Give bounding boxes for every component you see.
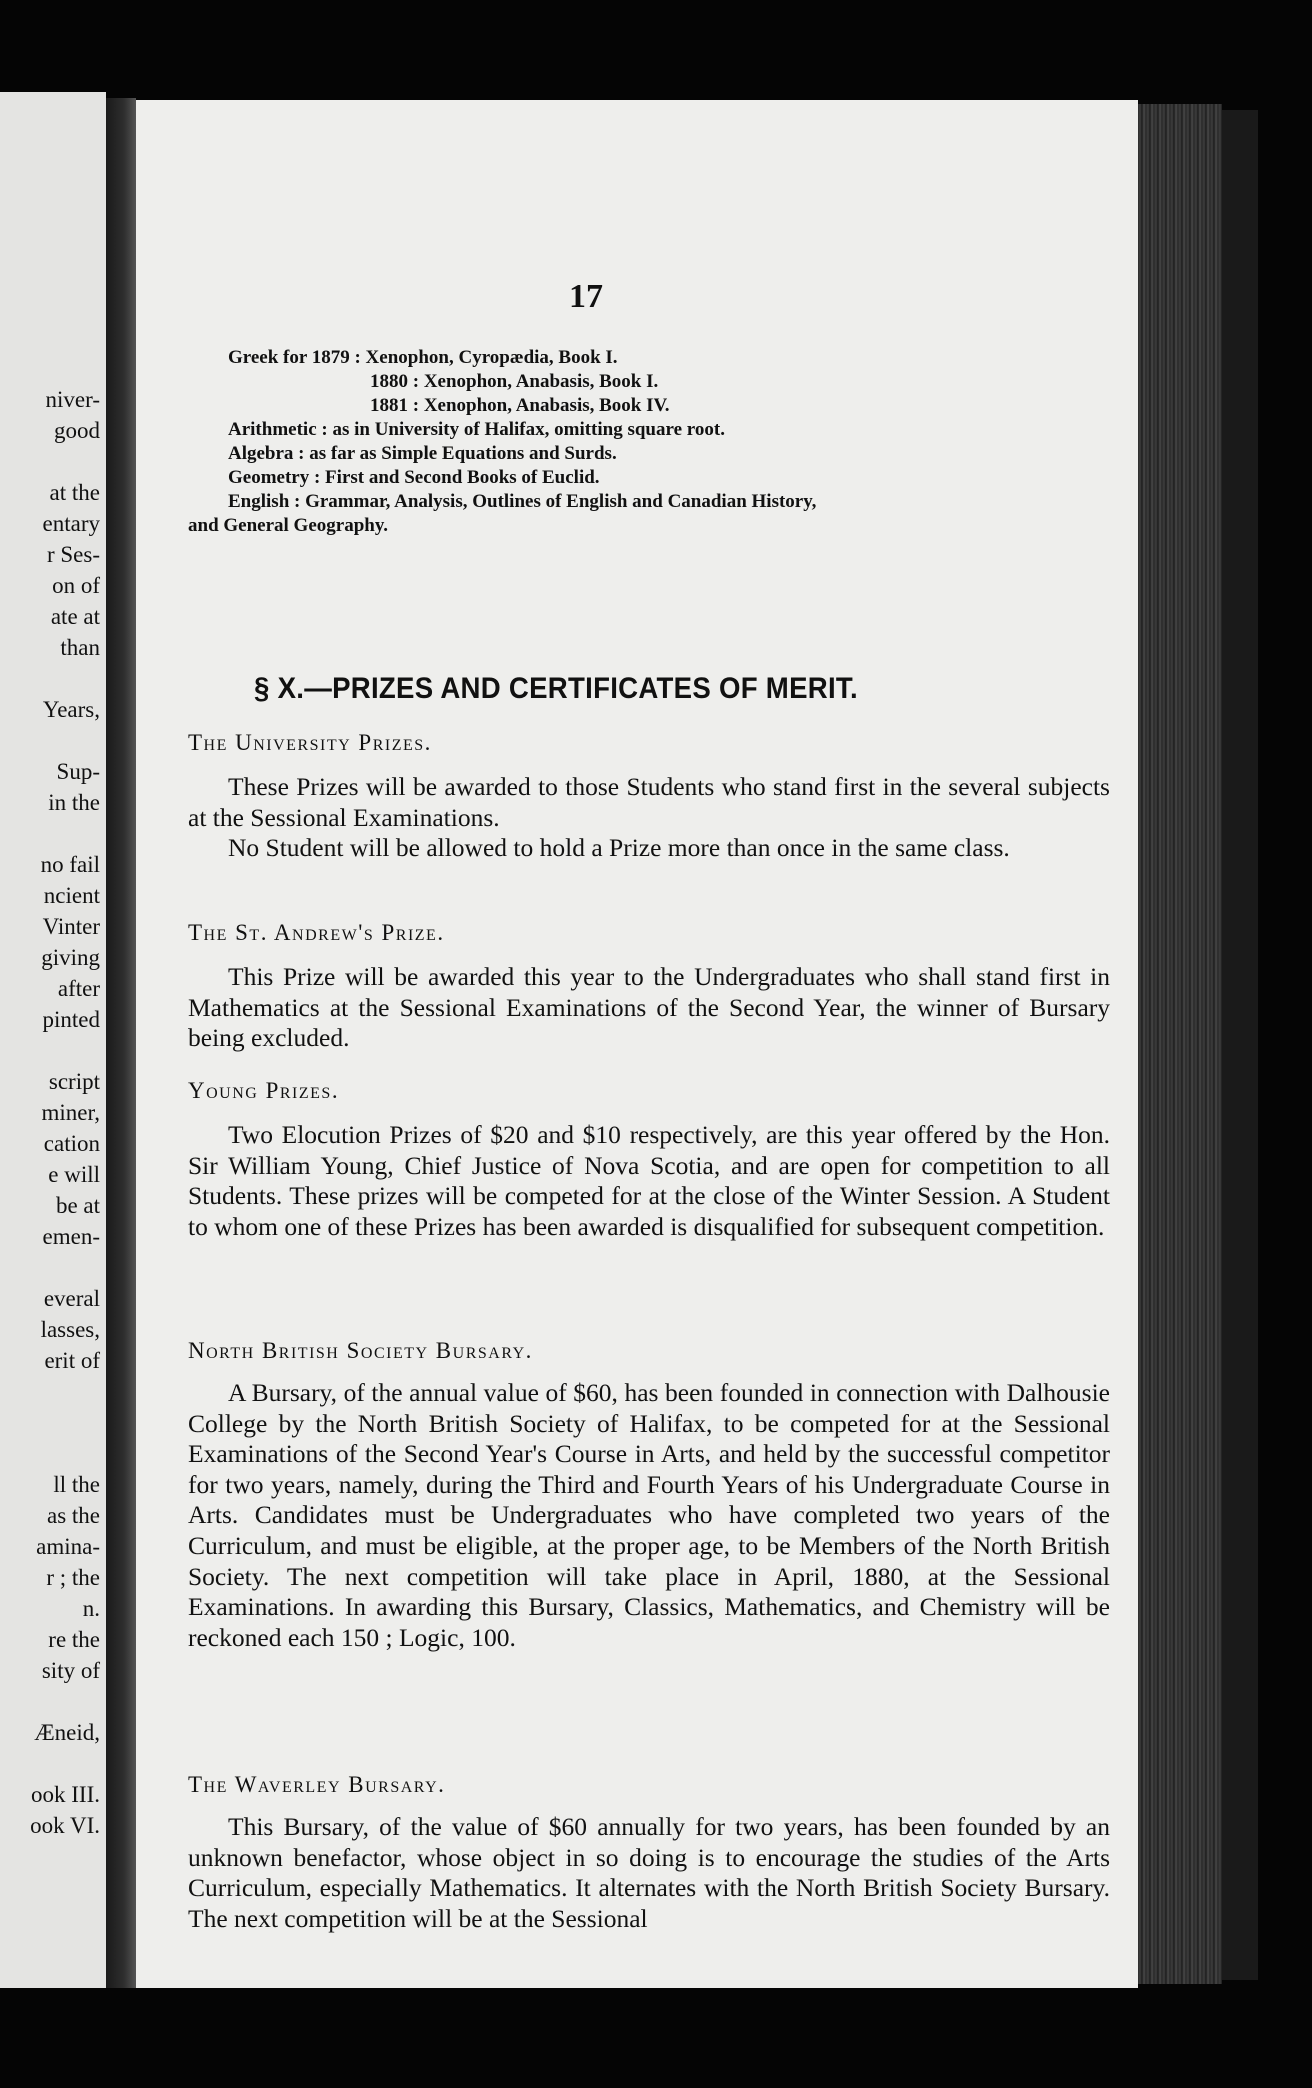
paragraph: This Prize will be awarded this year to the Undergraduates who shall stand first in Mathematics at the Sessional Examinations of the Second Year, the winner of Bursary being excluded. (188, 962, 1110, 1053)
previous-page-line: ll the (53, 1472, 100, 1497)
previous-page-line: Years, (42, 697, 100, 722)
previous-page-line: in the (48, 790, 100, 815)
previous-page-line: erit of (44, 1348, 100, 1373)
previous-page-line: lasses, (40, 1317, 100, 1342)
previous-page-line: amina- (36, 1534, 100, 1559)
previous-page-line: ook VI. (30, 1813, 100, 1838)
section-heading: The University Prizes. (188, 730, 432, 755)
previous-page-line: n. (82, 1596, 100, 1621)
section-body (188, 1378, 1110, 1653)
previous-page-line: after (57, 976, 100, 1001)
syllabus-line: Greek for 1879 : Xenophon, Cyropædia, Book I. (228, 347, 618, 368)
previous-page-line: than (60, 635, 100, 660)
previous-page-line: no fail (40, 852, 100, 877)
previous-page-line: giving (41, 945, 100, 970)
previous-page-line: niver- (45, 387, 100, 412)
section-heading: North British Society Bursary. (188, 1338, 533, 1363)
previous-page-line: re the (48, 1627, 100, 1652)
previous-page-line: miner, (41, 1100, 100, 1125)
previous-page-line: cation (43, 1131, 100, 1156)
page-stack-edge (1130, 104, 1222, 1984)
previous-page-line: e will (48, 1162, 100, 1187)
previous-page-line: ncient (43, 883, 100, 908)
section-body (188, 962, 1110, 1054)
section-body (188, 1120, 1110, 1242)
paragraph: No Student will be allowed to hold a Prize more than once in the same class. (228, 833, 1010, 863)
paragraph: A Bursary, of the annual value of $60, has been founded in connection with Dalhousie College by the North British Society of Halifax, to be competed for at the Sessional Examinations of the Second Year's Course in Arts, and held by the successful competitor for two years, namely, during the Third and Fourth Years of his Undergraduate Course in Arts. Candidates must be Undergraduates who have completed two years of the Curriculum, and must be eligible, at the proper age, to be Members of the North British Society. The next competition will take place in April, 1880, at the Sessional Examinations. In awarding this Bursary, Classics, Mathematics, and Chemistry will be reckoned each 150 ; Logic, 100. (188, 1378, 1110, 1652)
previous-page-edge (0, 92, 106, 1988)
previous-page-line: Æneid, (34, 1720, 100, 1745)
paragraph: Two Elocution Prizes of $20 and $10 respectively, are this year offered by the Hon. Sir William Young, Chief Justice of Nova Scotia, and are open for competition to all Students. These prizes will be competed for at the close of the Winter Session. A Student to whom one of these Prizes has been awarded is disqualified for subsequent competition. (188, 1120, 1110, 1241)
book-gutter (106, 98, 136, 1988)
previous-page-line: good (54, 418, 100, 443)
previous-page-line: entary (42, 511, 100, 536)
previous-page-line: as the (46, 1503, 100, 1528)
syllabus-line: Arithmetic : as in University of Halifax, omitting square root. (228, 419, 725, 440)
section-heading: The Waverley Bursary. (188, 1772, 446, 1797)
previous-page-line: sity of (41, 1658, 100, 1683)
previous-page-line: script (48, 1069, 100, 1094)
previous-page-line: be at (55, 1193, 100, 1218)
paragraph: This Bursary, of the value of $60 annually for two years, has been founded by an unknown benefactor, whose object in so doing is to encourage the studies of the Arts Curriculum, especially Mathematics. It alternates with the North British Society Bursary. The next competition will be at the Sessional (188, 1812, 1110, 1933)
previous-page-line: emen- (42, 1224, 100, 1249)
syllabus-block (188, 346, 1088, 538)
previous-page-line: r Ses- (46, 542, 100, 567)
section-body (188, 1812, 1110, 1934)
section-body (188, 772, 1110, 864)
previous-page-line: Sup- (56, 759, 100, 784)
syllabus-line: 1880 : Xenophon, Anabasis, Book I. (370, 371, 659, 392)
previous-page-line: r ; the (46, 1565, 100, 1590)
syllabus-line: 1881 : Xenophon, Anabasis, Book IV. (370, 395, 670, 416)
section-title: § X.—PRIZES AND CERTIFICATES OF MERIT. (254, 672, 858, 705)
previous-page-line: ate at (50, 604, 100, 629)
section-heading: Young Prizes. (188, 1078, 340, 1103)
previous-page-line: pinted (42, 1007, 100, 1032)
previous-page-line: Vinter (42, 914, 100, 939)
page-number: 17 (569, 278, 603, 315)
book-cover-edge (1222, 110, 1258, 1980)
book-page (136, 100, 1138, 1988)
syllabus-line: and General Geography. (188, 515, 389, 536)
paragraph: These Prizes will be awarded to those Students who stand first in the several subjects at the Sessional Examinations. (188, 772, 1110, 832)
syllabus-line: Algebra : as far as Simple Equations and Surds. (228, 443, 617, 464)
previous-page-line: at the (49, 480, 100, 505)
previous-page-line: ook III. (31, 1782, 100, 1807)
syllabus-line: Geometry : First and Second Books of Euclid. (228, 467, 600, 488)
previous-page-line: everal (43, 1286, 100, 1311)
previous-page-line: on of (52, 573, 100, 598)
syllabus-line: English : Grammar, Analysis, Outlines of English and Canadian History, (228, 491, 817, 512)
section-heading: The St. Andrew's Prize. (188, 920, 445, 945)
